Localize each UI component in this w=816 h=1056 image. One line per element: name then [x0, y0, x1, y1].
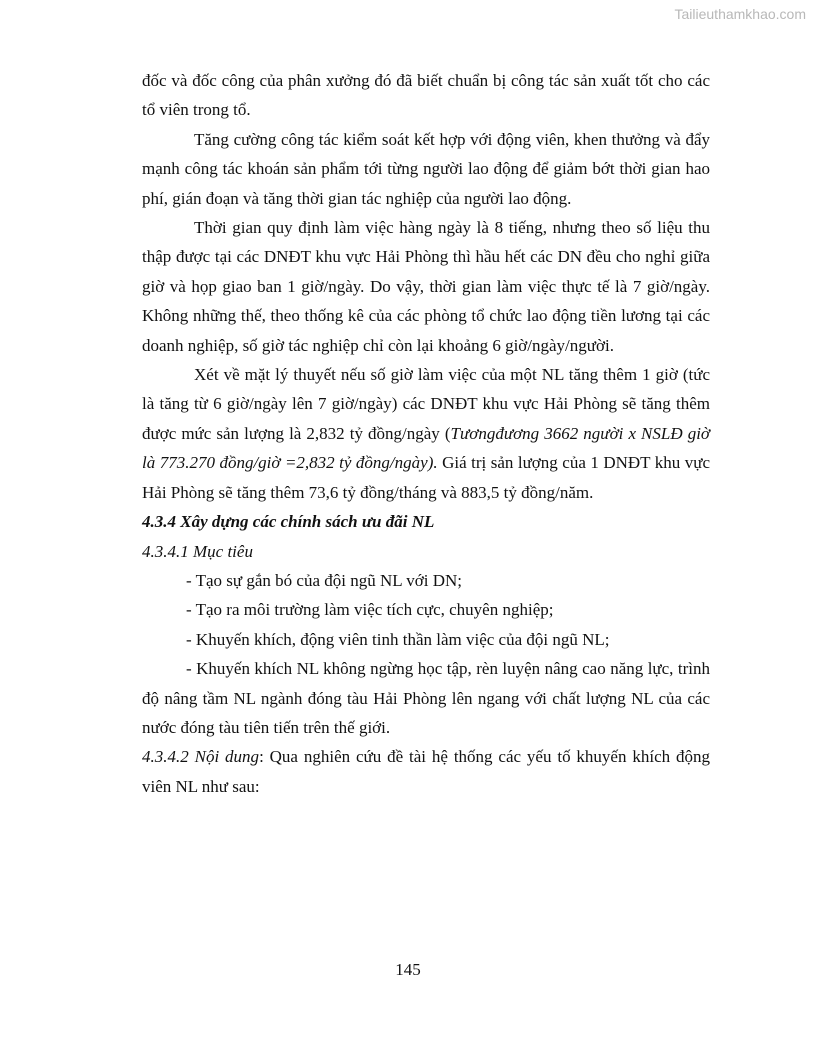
page-number: 145 — [395, 960, 421, 979]
watermark: Tailieuthamkhao.com — [674, 6, 806, 22]
paragraph-theory — [142, 360, 710, 507]
paragraph-continuation: đốc và đốc công của phân xưởng đó đã biết chuẩn bị công tác sản xuất tốt cho các tổ viên trong tổ. — [142, 71, 710, 120]
theory-text-end: Giá trị sản lượng của 1 DNĐT khu vực Hải Phòng sẽ tăng thêm 73,6 tỷ đồng/tháng và 883,5 tỷ đồng/năm. — [142, 453, 710, 502]
paragraph-content — [142, 742, 710, 801]
subheading-4342: 4.3.4.2 Nội dung — [142, 747, 260, 767]
section-heading-434: 4.3.4 Xây dựng các chính sách ưu đãi NL — [142, 512, 435, 532]
paragraph-working-time: Thời gian quy định làm việc hàng ngày là 8 tiếng, nhưng theo số liệu thu thập được tại các DNĐT khu vực Hải Phòng thì hầu hết các DN đều cho nghỉ giữa giờ và họp giao ban 1 giờ/ngày. Do vậy, thời gian làm việc thực tế là 7 giờ/ngày. Không những thế, theo thống kê của các phòng tổ chức lao động tiền lương tại các doanh nghiệp, số giờ tác nghiệp chỉ còn lại khoảng 6 giờ/ngày/người. — [142, 218, 710, 355]
theory-text-italic: Tươngđương 3662 người x NSLĐ giờ là 773.270 đồng/giờ =2,832 tỷ đồng/ngày). — [142, 423, 710, 473]
body-text — [142, 66, 710, 801]
goal-item: - Tạo ra môi trường làm việc tích cực, chuyên nghiệp; — [186, 600, 554, 620]
goal-item: - Khuyến khích NL không ngừng học tập, rèn luyện nâng cao năng lực, trình độ nâng tầm NL ngành đóng tàu Hải Phòng lên ngang với chất lượng NL của các nước đóng tàu tiên tiến trên thế giới. — [142, 659, 710, 737]
goal-item: - Khuyến khích, động viên tinh thần làm việc của đội ngũ NL; — [186, 629, 610, 649]
theory-text-start: Xét về mặt lý thuyết nếu số giờ làm việc của một NL tăng thêm 1 giờ (tức là tăng từ 6 giờ/ngày lên 7 giờ/ngày) các DNĐT khu vực Hải Phòng sẽ tăng thêm được mức sản lượng là 2,832 tỷ đồng/ngày ( — [142, 365, 710, 443]
paragraph-control: Tăng cường công tác kiểm soát kết hợp với động viên, khen thưởng và đẩy mạnh công tác khoán sản phẩm tới từng người lao động để giảm bớt thời gian hao phí, gián đoạn và tăng thời gian tác nghiệp của người lao động. — [142, 129, 710, 208]
goal-item: - Tạo sự gắn bó của đội ngũ NL với DN; — [186, 570, 462, 590]
subheading-4341: 4.3.4.1 Mục tiêu — [142, 541, 253, 561]
content-text: : Qua nghiên cứu đề tài hệ thống các yếu tố khuyến khích động viên NL như sau: — [142, 747, 710, 796]
